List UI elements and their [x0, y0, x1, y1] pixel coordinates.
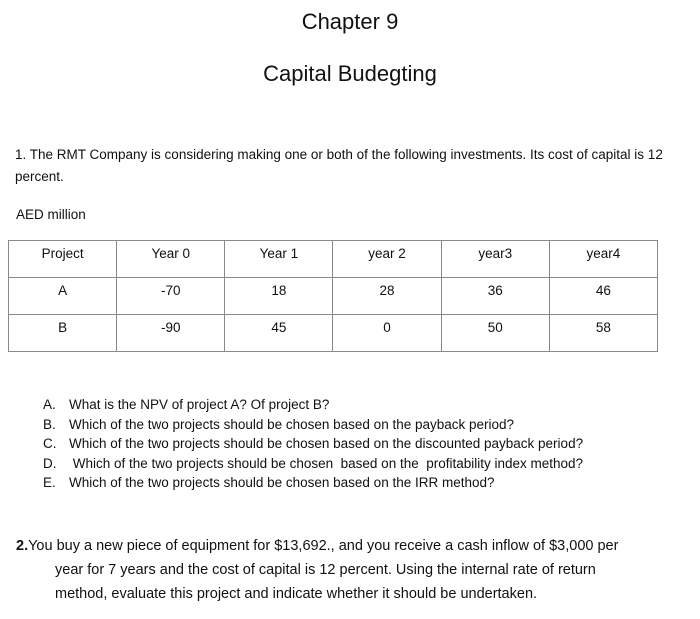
list-item-letter: A. — [43, 397, 56, 412]
list-item — [43, 473, 683, 493]
table-cell: A — [9, 278, 117, 315]
list-item-letter: E. — [43, 475, 56, 490]
question-2-text — [16, 534, 694, 606]
list-item-letter: B. — [43, 416, 56, 432]
list-item — [43, 395, 683, 415]
sub-question-list — [43, 395, 683, 493]
chapter-topic: Capital Budegting — [263, 61, 437, 86]
table-cell: 58 — [549, 315, 657, 352]
column-header: year3 — [441, 241, 549, 278]
table-cell: 28 — [333, 278, 441, 315]
list-item-text: Which of the two projects should be chosen based on the IRR method? — [69, 475, 495, 490]
table-cell: 50 — [441, 315, 549, 352]
list-item-text: Which of the two projects should be chosen based on the payback period? — [69, 416, 515, 432]
column-header: year4 — [549, 241, 657, 278]
list-item — [43, 415, 683, 435]
list-item-text: Which of the two projects should be chosen based on the profitability index method? — [69, 455, 584, 471]
units-label: AED million — [16, 207, 86, 222]
table-cell: 36 — [441, 278, 549, 315]
question-2-line: year for 7 years and the cost of capital is 12 percent. Using the internal rate of return — [55, 562, 596, 578]
list-item — [43, 454, 683, 474]
table-row — [9, 278, 658, 315]
list-item — [43, 434, 683, 454]
column-header: year 2 — [333, 241, 441, 278]
investment-table — [8, 240, 658, 352]
table-cell: 0 — [333, 315, 441, 352]
table-cell: -90 — [117, 315, 225, 352]
list-item-text: Which of the two projects should be chosen based on the discounted payback period? — [69, 436, 584, 451]
list-item-letter: C. — [43, 436, 57, 451]
question-1-text: 1. The RMT Company is considering making one or both of the following investments. Its cost of capital is 12 percent. — [15, 147, 663, 184]
column-header: Year 1 — [225, 241, 333, 278]
table-cell: B — [9, 315, 117, 352]
table-cell: 45 — [225, 315, 333, 352]
column-header: Project — [9, 241, 117, 278]
column-header: Year 0 — [117, 241, 225, 278]
table-cell: 18 — [225, 278, 333, 315]
table-cell: 46 — [549, 278, 657, 315]
question-2-line: method, evaluate this project and indicate whether it should be undertaken. — [55, 586, 538, 602]
question-2-line — [16, 534, 694, 558]
table-row — [9, 315, 658, 352]
question-2-line-text: You buy a new piece of equipment for $13,692., and you receive a cash inflow of $3,000 per — [28, 538, 619, 554]
list-item-letter: D. — [43, 455, 57, 471]
table-cell: -70 — [117, 278, 225, 315]
question-2-number: 2. — [16, 538, 29, 554]
list-item-text: What is the NPV of project A? Of project B? — [69, 397, 330, 412]
table-header-row — [9, 241, 658, 278]
chapter-title: Chapter 9 — [301, 9, 399, 34]
